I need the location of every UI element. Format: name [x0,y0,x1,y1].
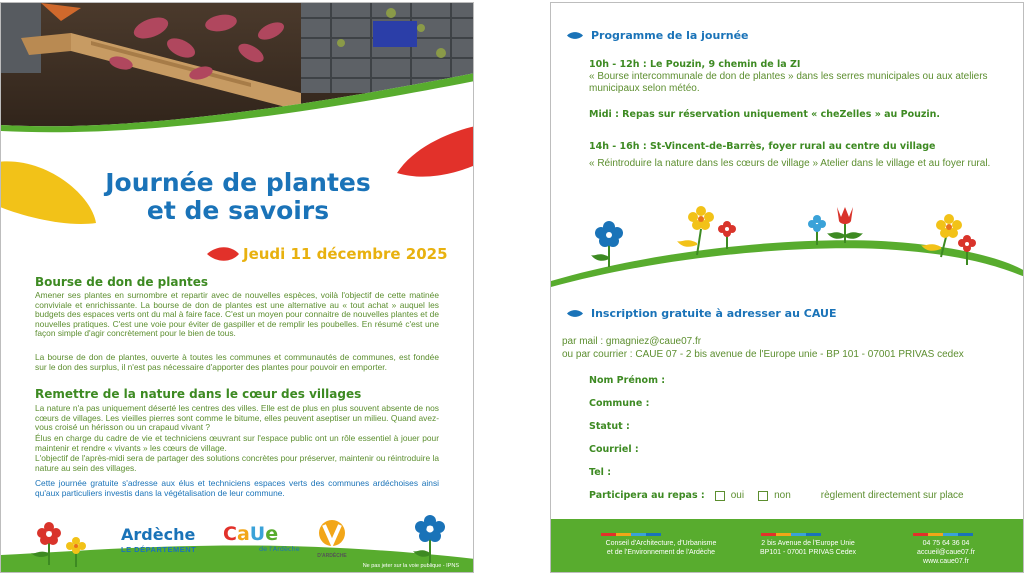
red-flower-icon [29,521,69,565]
v-logo: D'ARDÈCHE [315,519,349,559]
flower-hill-illustration [551,199,1024,289]
nature-paragraph-2: Élus en charge du cadre de vie et techniciens œuvrant sur l'espace public ont un rôle essentiel à jouer pour maintenir et rendre « vivants » les cœurs de village. [35,433,439,453]
ipns-note: Ne pas jeter sur la voie publique - IPNS [362,563,459,569]
slot-1-description: « Bourse intercommunale de don de plantes » dans les serres municipales ou aux ateliers municipaux selon météo. [589,71,988,94]
event-date: Jeudi 11 décembre 2025 [243,245,448,263]
inscription-heading: Inscription gratuite à adresser au CAUE [567,307,836,320]
section-heading-nature: Remettre de la nature dans le cœur des villages [35,387,362,401]
form-statut-label: Statut : [589,421,630,432]
mail-contact: par mail : gmagniez@caue07.fr [562,336,702,347]
ardeche-departement-logo: Ardèche LE DÉPARTEMENT [121,525,197,554]
form-courriel-label: Courriel : [589,444,639,455]
flyer-back-page [550,2,1024,573]
repas-row [589,490,964,501]
repas-oui-checkbox[interactable] [715,491,725,501]
form-name-label: Nom Prénom : [589,375,666,386]
flyer-title-line1: Journée de plantes [105,168,371,197]
nature-paragraph-1: La nature n'a pas uniquement déserté les centres des villes. Elle est de plus en plus souvent absente de nos cœurs de villages. Les vieilles pierres sont comme le bitume, elles peuvent aseptiser un milieu. Quand avez-vous croisé un hérisson ou un crapaud vivant ? [35,403,439,433]
postal-contact: ou par courrier : CAUE 07 - 2 bis avenue de l'Europe unie - BP 101 - 07001 PRIVAS cedex [562,349,964,360]
footer-address: 2 bis Avenue de l'Europe Unie BP101 - 07001 PRIVAS Cedex [760,540,856,556]
blue-leaf-bullet-icon [567,31,583,40]
section-heading-bourse: Bourse de don de plantes [35,275,209,289]
bourse-paragraph-1: Amener ses plantes en surnombre et repartir avec de nouvelles espèces, voilà l'objectif de cette matinée conviviale et enrichissante. La bourse de don de plantes est une alternative au « tout achat » auquel les budgets des espaces verts ont du mal à faire face. C'est un moyen pour connaitre de nouvelles plantes et de nouvelles pratiques. C'est une voie pour éviter de gaspiller et de remplir les poubelles. En résumé c'est une façon simple d'agir concrètement pour le bien de tous. [35,290,439,339]
slot-3-description: « Réintroduire la nature dans les cœurs de village » Atelier dans le village et au foyer rural. [589,158,991,169]
flyer-title-line2: et de savoirs [146,196,330,225]
repas-non-checkbox[interactable] [758,491,768,501]
closing-paragraph: Cette journée gratuite s'adresse aux élus et techniciens espaces verts des communes ardéchoises ainsi qu'aux particuliers investis dans la végétalisation de leur commune. [35,478,439,498]
nature-paragraph-3: L'objectif de l'après-midi sera de partager des solutions concrètes pour préserver, maintenir ou réintroduire la nature au sein des villages. [35,453,439,473]
repas-non-label: non [774,490,791,501]
slot-1-title: 10h - 12h : Le Pouzin, 9 chemin de la ZI [589,59,801,70]
yellow-flower-icon [65,537,87,567]
footer-contact [891,539,1001,566]
footer-website[interactable]: www.caue07.fr [923,558,969,565]
form-repas-label: Participera au repas : [589,490,705,501]
reglement-note: règlement directement sur place [820,490,964,501]
partner-logos [1,513,474,573]
blue-flower-icon [413,515,447,565]
caue-logo: CaUe de l'Ardèche [223,523,300,553]
garden-photo [1,3,474,141]
footer-organisation: Conseil d'Architecture, d'Urbanisme et de l'Environnement de l'Ardèche [605,540,717,556]
form-tel-label: Tel : [589,467,612,478]
footer-phone: 04 75 64 36 04 [922,540,970,547]
blue-leaf-bullet-icon [567,309,583,318]
contact-footer [551,519,1024,573]
slot-3-title: 14h - 16h : St-Vincent-de-Barrès, foyer rural au centre du village [589,141,936,152]
programme-heading: Programme de la journée [567,29,749,42]
footer-email[interactable]: accueil@caue07.fr [916,549,976,556]
form-commune-label: Commune : [589,398,650,409]
red-leaf-small-icon [207,245,239,263]
flyer-front-page [0,2,474,573]
slot-2-title: Midi : Repas sur réservation uniquement « cheZelles » au Pouzin. [589,109,941,120]
repas-oui-label: oui [730,490,745,501]
bourse-paragraph-2: La bourse de don de plantes, ouverte à toutes les communes et communautés de communes, est fondée sur le don des surplus, il n'est pas nécessaire d'apporter des plantes pour pouvoir en emporter. [35,352,439,372]
